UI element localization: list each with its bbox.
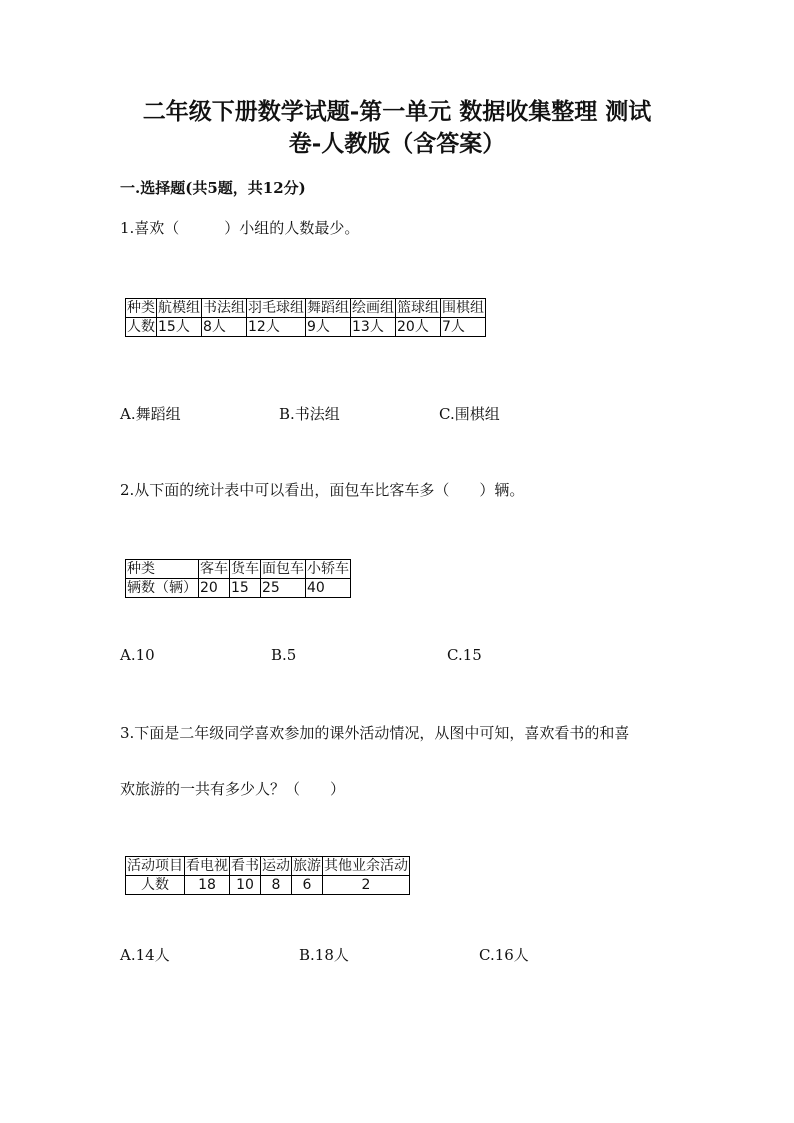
table-cell: 10 bbox=[230, 876, 261, 895]
table-cell: 25 bbox=[261, 579, 306, 598]
table-cell: 绘画组 bbox=[352, 300, 394, 316]
table-cell: 20人 bbox=[396, 318, 441, 337]
question-3-option-c: C.16人 bbox=[479, 946, 529, 964]
question-3-text-line-2: 欢旅游的一共有多少人？（ ） bbox=[120, 780, 346, 798]
question-2-option-c: C.15 bbox=[447, 646, 482, 664]
table-cell: 20 bbox=[199, 579, 230, 598]
table-cell: 运动 bbox=[262, 858, 290, 874]
table-cell: 舞蹈组 bbox=[307, 300, 349, 316]
table-cell: 货车 bbox=[231, 561, 259, 577]
table-cell: 9人 bbox=[306, 318, 351, 337]
table-header-row bbox=[126, 560, 351, 579]
question-3-option-b: B.18人 bbox=[299, 946, 349, 964]
question-1-option-c: C.围棋组 bbox=[439, 405, 500, 423]
question-1-table bbox=[125, 298, 486, 337]
table-cell: 客车 bbox=[200, 561, 228, 577]
table-cell: 8人 bbox=[202, 318, 247, 337]
table-cell: 13人 bbox=[351, 318, 396, 337]
table-cell: 围棋组 bbox=[442, 300, 484, 316]
table-cell: 看电视 bbox=[186, 858, 228, 874]
question-2-table bbox=[125, 559, 351, 598]
table-cell: 8 bbox=[261, 876, 292, 895]
table-cell: 活动项目 bbox=[127, 858, 183, 874]
document-title-line-2: 卷-人教版（含答案） bbox=[288, 130, 506, 157]
table-header-row bbox=[126, 299, 486, 318]
table-cell: 7人 bbox=[441, 318, 486, 337]
question-2-text: 2.从下面的统计表中可以看出，面包车比客车多（ ）辆。 bbox=[120, 481, 525, 499]
table-cell: 旅游 bbox=[293, 858, 321, 874]
question-1-option-a: A.舞蹈组 bbox=[120, 405, 181, 423]
question-3-option-a: A.14人 bbox=[120, 946, 170, 964]
table-cell: 15人 bbox=[157, 318, 202, 337]
table-cell: 羽毛球组 bbox=[248, 300, 304, 316]
table-cell: 小轿车 bbox=[307, 561, 349, 577]
table-cell: 书法组 bbox=[203, 300, 245, 316]
document-title-line-1: 二年级下册数学试题-第一单元 数据收集整理 测试 bbox=[142, 98, 652, 125]
question-1-option-b: B.书法组 bbox=[279, 405, 340, 423]
table-cell: 种类 bbox=[126, 560, 199, 579]
table-cell: 人数 bbox=[127, 319, 155, 335]
table-cell: 2 bbox=[323, 876, 410, 895]
table-cell: 辆数（辆） bbox=[127, 580, 197, 596]
table-cell: 40 bbox=[306, 579, 351, 598]
table-cell: 看书 bbox=[231, 858, 259, 874]
table-cell: 6 bbox=[292, 876, 323, 895]
table-row bbox=[126, 876, 410, 895]
table-cell: 12人 bbox=[247, 318, 306, 337]
question-3-table bbox=[125, 856, 410, 895]
question-1-text: 1.喜欢（ ）小组的人数最少。 bbox=[120, 219, 360, 237]
table-header-row bbox=[126, 857, 410, 876]
table-cell: 种类 bbox=[127, 300, 155, 316]
table-cell: 15 bbox=[230, 579, 261, 598]
table-cell: 18 bbox=[185, 876, 230, 895]
table-cell: 其他业余活动 bbox=[324, 858, 408, 874]
table-cell: 人数 bbox=[126, 876, 185, 895]
question-3-text-line-1: 3.下面是二年级同学喜欢参加的课外活动情况，从图中可知，喜欢看书的和喜 bbox=[120, 724, 630, 742]
table-cell: 篮球组 bbox=[397, 300, 439, 316]
question-2-option-b: B.5 bbox=[271, 646, 297, 664]
table-row bbox=[126, 579, 351, 598]
table-cell: 航模组 bbox=[158, 300, 200, 316]
section-heading: 一.选择题(共5题，共12分) bbox=[120, 179, 306, 197]
table-cell: 面包车 bbox=[262, 561, 304, 577]
question-2-option-a: A.10 bbox=[120, 646, 155, 664]
table-row bbox=[126, 318, 486, 337]
